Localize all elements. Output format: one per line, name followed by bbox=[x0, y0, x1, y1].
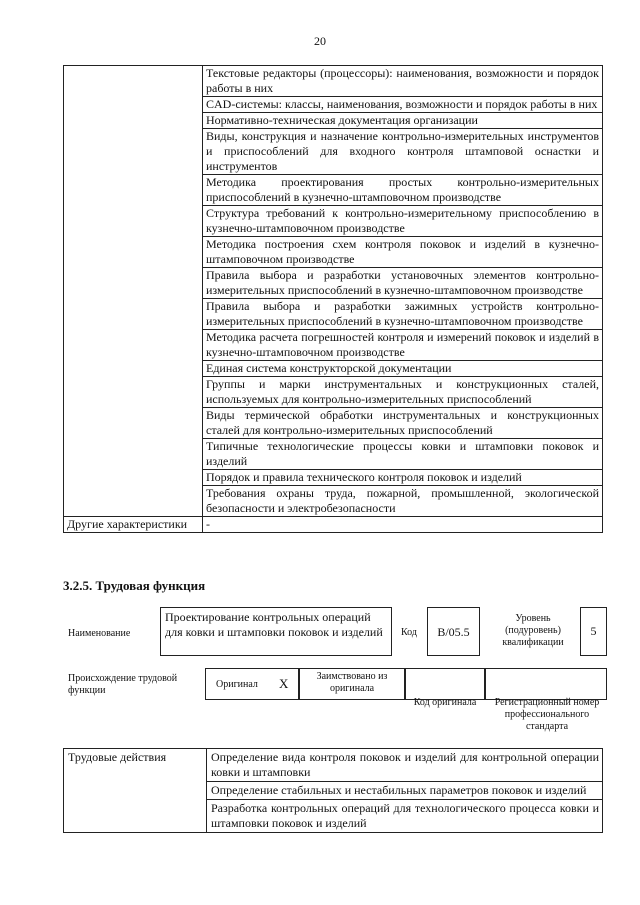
knowledge-item: Единая система конструкторской документации bbox=[203, 361, 603, 377]
knowledge-item: Порядок и правила технического контроля поковок и изделий bbox=[203, 470, 603, 486]
knowledge-item: Текстовые редакторы (процессоры): наименования, возможности и порядок работы в них bbox=[203, 66, 603, 97]
knowledge-item: CAD-системы: классы, наименования, возможности и порядок работы в них bbox=[203, 97, 603, 113]
other-characteristics-label: Другие характеристики bbox=[64, 517, 203, 533]
borrowed-box bbox=[299, 668, 405, 700]
knowledge-item: Методика проектирования простых контрольно-измерительных приспособлений в кузнечно-штамповочном производстве bbox=[203, 175, 603, 206]
table-row bbox=[64, 749, 603, 782]
knowledge-table bbox=[63, 65, 603, 533]
level-label: Уровень (подуровень) квалификации bbox=[502, 613, 564, 648]
level-value: 5 bbox=[590, 624, 597, 638]
function-name-value: Проектирование контрольных операций для ковки и штамповки поковок и изделий bbox=[165, 610, 383, 639]
knowledge-item: Методика построения схем контроля поковок и изделий в кузнечно-штамповочном производстве bbox=[203, 237, 603, 268]
labour-actions-table bbox=[63, 748, 603, 833]
table-row bbox=[64, 517, 603, 533]
table-row bbox=[64, 66, 603, 97]
knowledge-label-cell bbox=[64, 66, 203, 517]
other-characteristics-value: - bbox=[203, 517, 603, 533]
original-label: Оригинал bbox=[216, 679, 258, 690]
section-heading: 3.2.5. Трудовая функция bbox=[63, 578, 206, 593]
function-name-box bbox=[160, 607, 392, 656]
knowledge-item: Типичные технологические процессы ковки и штамповки поковок и изделий bbox=[203, 439, 603, 470]
knowledge-item: Требования охраны труда, пожарной, промышленной, экологической безопасности и электробезопасности bbox=[203, 486, 603, 517]
knowledge-item: Виды, конструкция и назначение контрольно-измерительных инструментов и приспособлений для входного контроля штамповой оснастки и инструментов bbox=[203, 129, 603, 175]
knowledge-item: Нормативно-техническая документация организации bbox=[203, 113, 603, 129]
knowledge-item: Правила выбора и разработки установочных элементов контрольно-измерительных приспособлений в кузнечно-штамповочном производстве bbox=[203, 268, 603, 299]
code-value: B/05.5 bbox=[437, 625, 470, 639]
level-box bbox=[580, 607, 607, 656]
borrowed-label: Заимствовано из оригинала bbox=[316, 671, 388, 694]
code-original-label: Код оригинала bbox=[413, 697, 477, 708]
reg-number-label: Регистрационный номер профессионального стандарта bbox=[494, 697, 600, 732]
name-label: Наименование bbox=[68, 628, 131, 639]
code-label: Код bbox=[401, 627, 417, 638]
origin-label: Происхождение трудовой функции bbox=[68, 673, 178, 696]
labour-action-item: Разработка контрольных операций для технологического процесса ковки и штамповки поковок и изделий bbox=[207, 800, 603, 833]
knowledge-item: Методика расчета погрешностей контроля и измерений поковок и изделий в кузнечно-штамповочном производстве bbox=[203, 330, 603, 361]
page-number: 20 bbox=[314, 34, 326, 48]
labour-action-item: Определение стабильных и нестабильных параметров поковок и изделий bbox=[207, 782, 603, 800]
labour-action-item: Определение вида контроля поковок и изделий для контрольной операции ковки и штамповки bbox=[207, 749, 603, 782]
reg-number-box bbox=[485, 668, 607, 700]
code-original-box bbox=[405, 668, 485, 700]
knowledge-item: Группы и марки инструментальных и конструкционных сталей, используемых для контрольно-измерительных приспособлений bbox=[203, 377, 603, 408]
knowledge-item: Структура требований к контрольно-измерительному приспособлению в кузнечно-штамповочном производстве bbox=[203, 206, 603, 237]
labour-actions-label: Трудовые действия bbox=[64, 749, 207, 833]
original-box bbox=[205, 668, 299, 700]
code-box bbox=[427, 607, 480, 656]
knowledge-item: Виды термической обработки инструментальных и конструкционных сталей для контрольно-измерительных приспособлений bbox=[203, 408, 603, 439]
knowledge-item: Правила выбора и разработки зажимных устройств контрольно-измерительных приспособлений в кузнечно-штамповочном производстве bbox=[203, 299, 603, 330]
original-mark: X bbox=[279, 676, 289, 691]
